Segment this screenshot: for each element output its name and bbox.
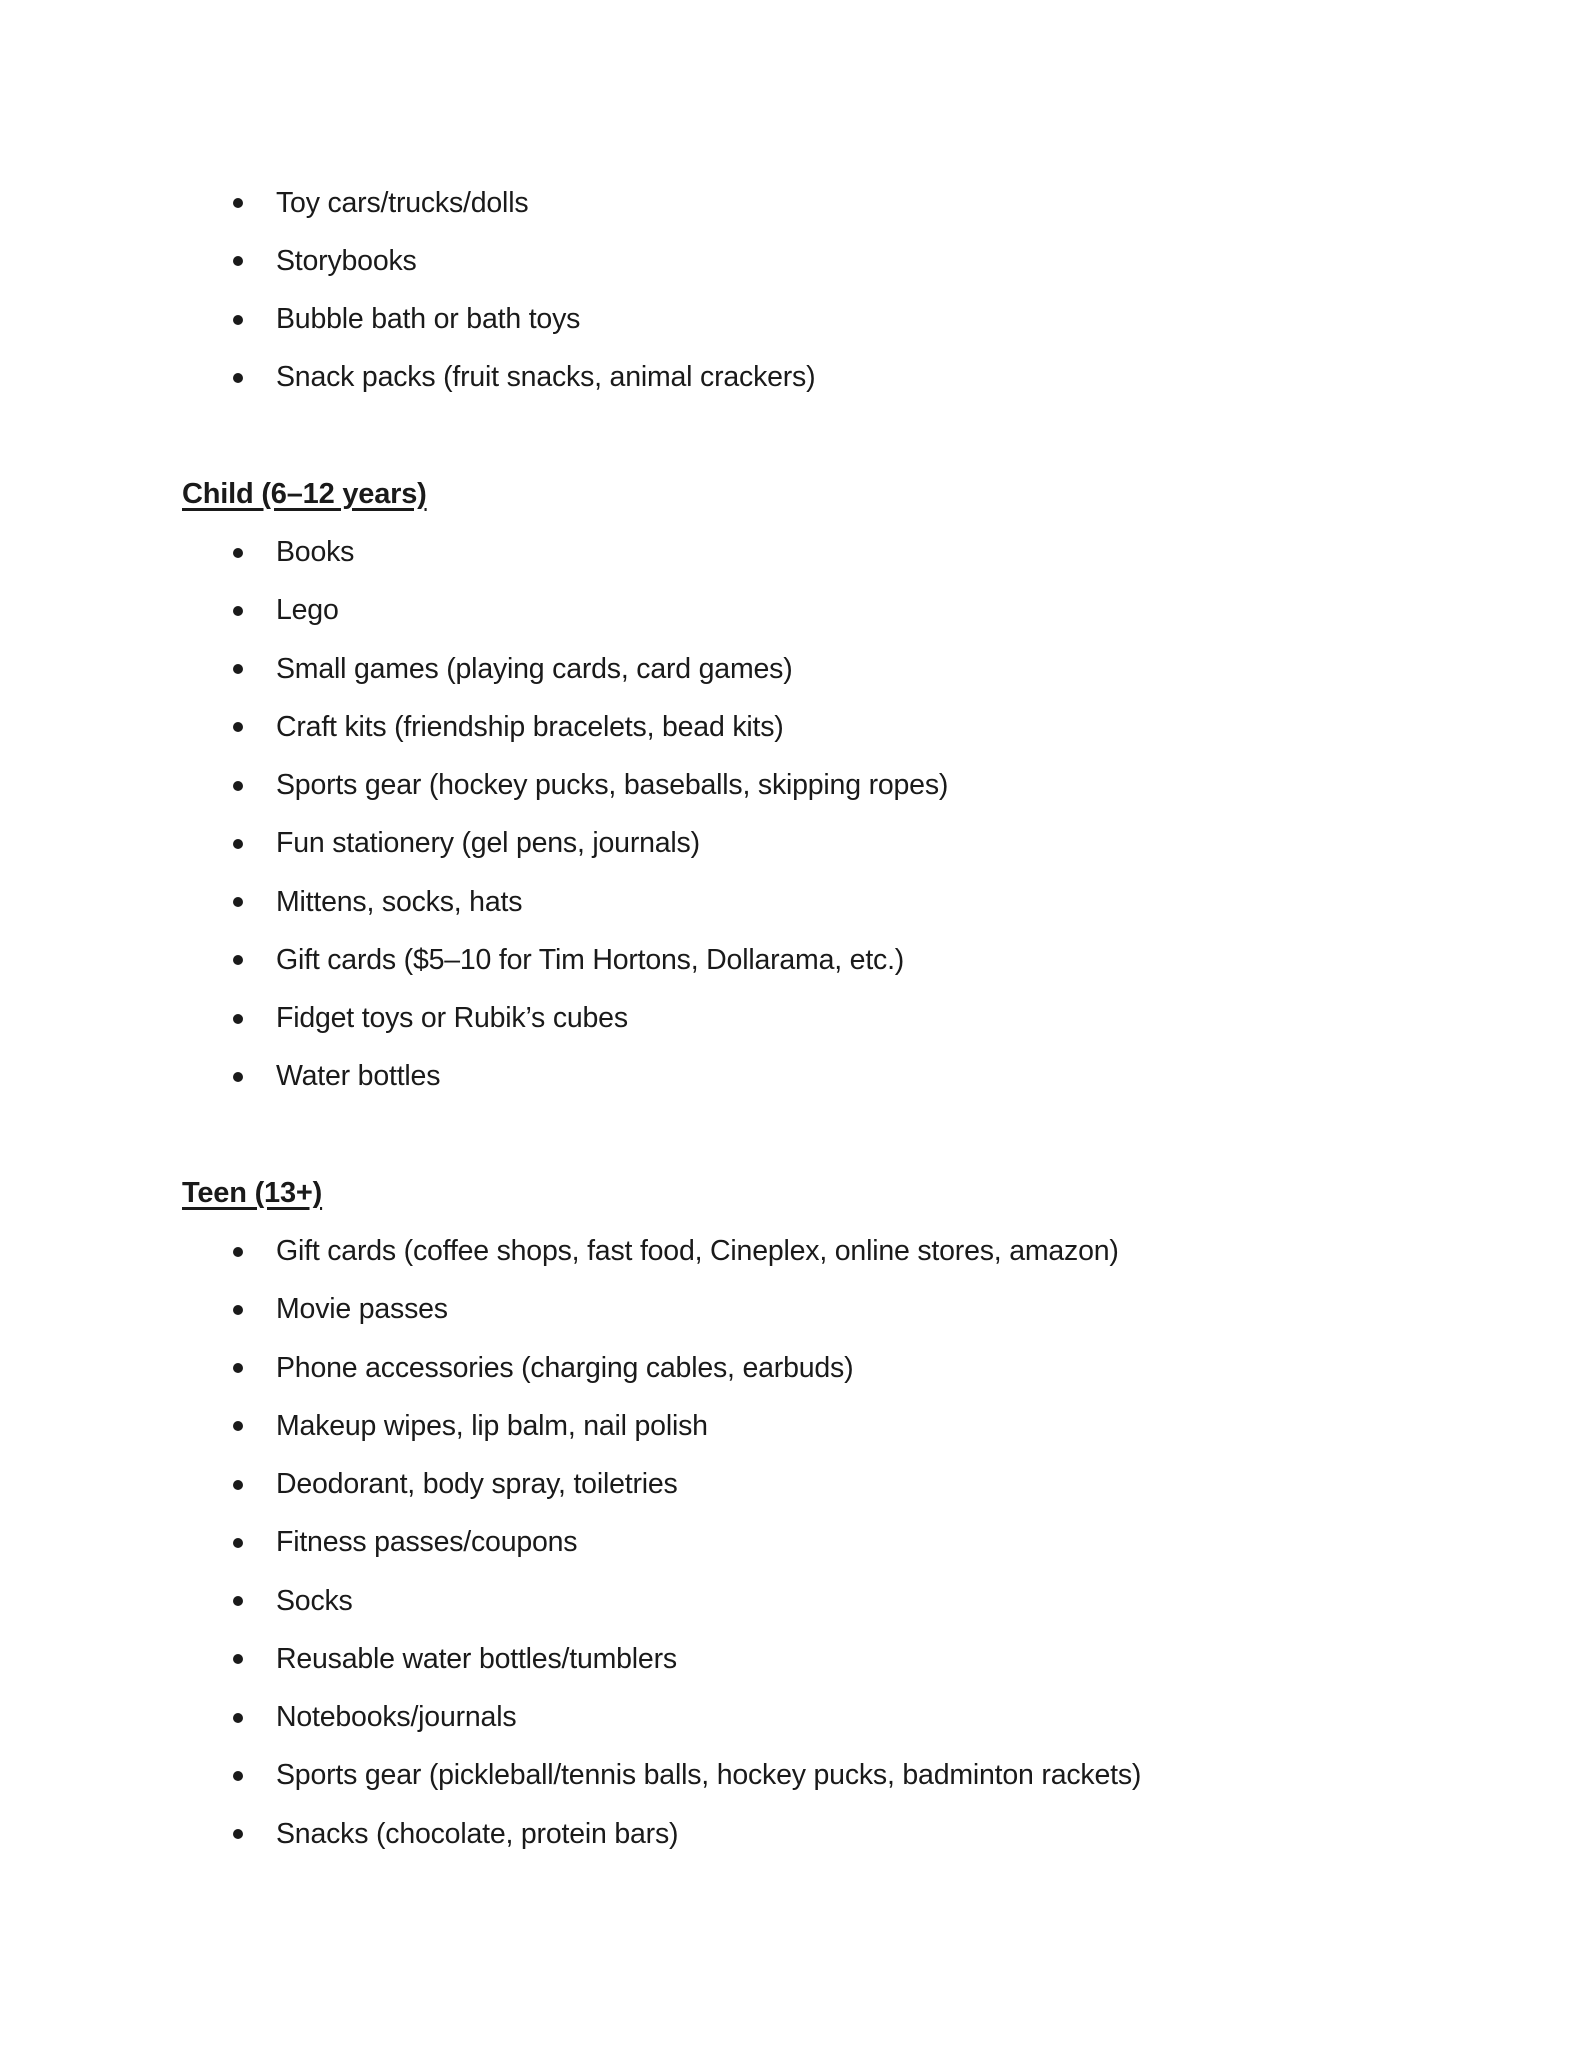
list-item-text: Deodorant, body spray, toiletries xyxy=(276,1468,678,1501)
bullet-icon xyxy=(233,1538,243,1548)
bullet-icon xyxy=(233,256,243,266)
bullet-icon xyxy=(233,1713,243,1723)
list-item xyxy=(182,1514,1482,1572)
list-item xyxy=(182,232,1482,290)
list-item xyxy=(182,698,1482,756)
list-item-text: Storybooks xyxy=(276,244,417,277)
blank-line xyxy=(182,1106,1482,1164)
bullet-icon xyxy=(233,897,243,907)
list-item-text: Water bottles xyxy=(276,1060,441,1093)
bullet-icon xyxy=(233,548,243,558)
bullet-icon xyxy=(233,1305,243,1315)
list-item-text: Phone accessories (charging cables, earbuds) xyxy=(276,1351,854,1384)
bullet-icon xyxy=(233,664,243,674)
list-item xyxy=(182,1223,1482,1281)
bullet-icon xyxy=(233,1421,243,1431)
list-item-text: Fitness passes/coupons xyxy=(276,1526,578,1559)
list-item xyxy=(182,1747,1482,1805)
list-item xyxy=(182,174,1482,232)
bullet-icon xyxy=(233,1771,243,1781)
list-item-text: Sports gear (pickleball/tennis balls, hockey pucks, badminton rackets) xyxy=(276,1759,1142,1792)
section-heading-child: Child (6–12 years) xyxy=(182,477,427,510)
list-item-text: Notebooks/journals xyxy=(276,1701,517,1734)
list-item-text: Small games (playing cards, card games) xyxy=(276,652,793,685)
list-item xyxy=(182,1456,1482,1514)
list-item xyxy=(182,1630,1482,1688)
list-item-text: Lego xyxy=(276,594,339,627)
list-item-text: Movie passes xyxy=(276,1293,448,1326)
list-item-text: Sports gear (hockey pucks, baseballs, skipping ropes) xyxy=(276,769,949,802)
document-content xyxy=(182,174,1482,1863)
bullet-icon xyxy=(233,198,243,208)
list-item xyxy=(182,990,1482,1048)
section-heading-row xyxy=(182,465,1482,523)
list-item-text: Craft kits (friendship bracelets, bead kits) xyxy=(276,710,784,743)
list-item xyxy=(182,1339,1482,1397)
bullet-list-section-0 xyxy=(182,174,1482,407)
bullet-icon xyxy=(233,1072,243,1082)
list-item xyxy=(182,931,1482,989)
list-item xyxy=(182,1281,1482,1339)
bullet-icon xyxy=(233,781,243,791)
bullet-list-section-child xyxy=(182,524,1482,1107)
bullet-icon xyxy=(233,315,243,325)
list-item xyxy=(182,1397,1482,1455)
list-item-text: Mittens, socks, hats xyxy=(276,885,523,918)
list-item xyxy=(182,524,1482,582)
list-item xyxy=(182,1048,1482,1106)
bullet-icon xyxy=(233,1596,243,1606)
bullet-icon xyxy=(233,1014,243,1024)
section-heading-row xyxy=(182,1164,1482,1222)
bullet-icon xyxy=(233,606,243,616)
list-item xyxy=(182,815,1482,873)
bullet-icon xyxy=(233,1480,243,1490)
list-item-text: Fidget toys or Rubik’s cubes xyxy=(276,1002,628,1035)
list-item xyxy=(182,1805,1482,1863)
bullet-icon xyxy=(233,373,243,383)
list-item xyxy=(182,349,1482,407)
bullet-icon xyxy=(233,1829,243,1839)
list-item xyxy=(182,1689,1482,1747)
blank-line xyxy=(182,407,1482,465)
list-item xyxy=(182,640,1482,698)
list-item xyxy=(182,873,1482,931)
bullet-icon xyxy=(233,1247,243,1257)
list-item-text: Reusable water bottles/tumblers xyxy=(276,1642,677,1675)
bullet-icon xyxy=(233,722,243,732)
list-item-text: Gift cards (coffee shops, fast food, Cineplex, online stores, amazon) xyxy=(276,1235,1119,1268)
bullet-icon xyxy=(233,839,243,849)
list-item-text: Books xyxy=(276,536,355,569)
list-item-text: Snack packs (fruit snacks, animal crackers) xyxy=(276,361,816,394)
list-item xyxy=(182,582,1482,640)
list-item-text: Makeup wipes, lip balm, nail polish xyxy=(276,1409,708,1442)
list-item-text: Toy cars/trucks/dolls xyxy=(276,186,529,219)
bullet-list-section-teen xyxy=(182,1223,1482,1864)
list-item-text: Gift cards ($5–10 for Tim Hortons, Dollarama, etc.) xyxy=(276,943,905,976)
bullet-icon xyxy=(233,955,243,965)
bullet-icon xyxy=(233,1654,243,1664)
list-item-text: Fun stationery (gel pens, journals) xyxy=(276,827,700,860)
list-item-text: Snacks (chocolate, protein bars) xyxy=(276,1817,679,1850)
section-heading-teen: Teen (13+) xyxy=(182,1176,323,1209)
list-item xyxy=(182,757,1482,815)
bullet-icon xyxy=(233,1363,243,1373)
list-item xyxy=(182,291,1482,349)
list-item-text: Bubble bath or bath toys xyxy=(276,303,581,336)
list-item-text: Socks xyxy=(276,1584,353,1617)
list-item xyxy=(182,1572,1482,1630)
